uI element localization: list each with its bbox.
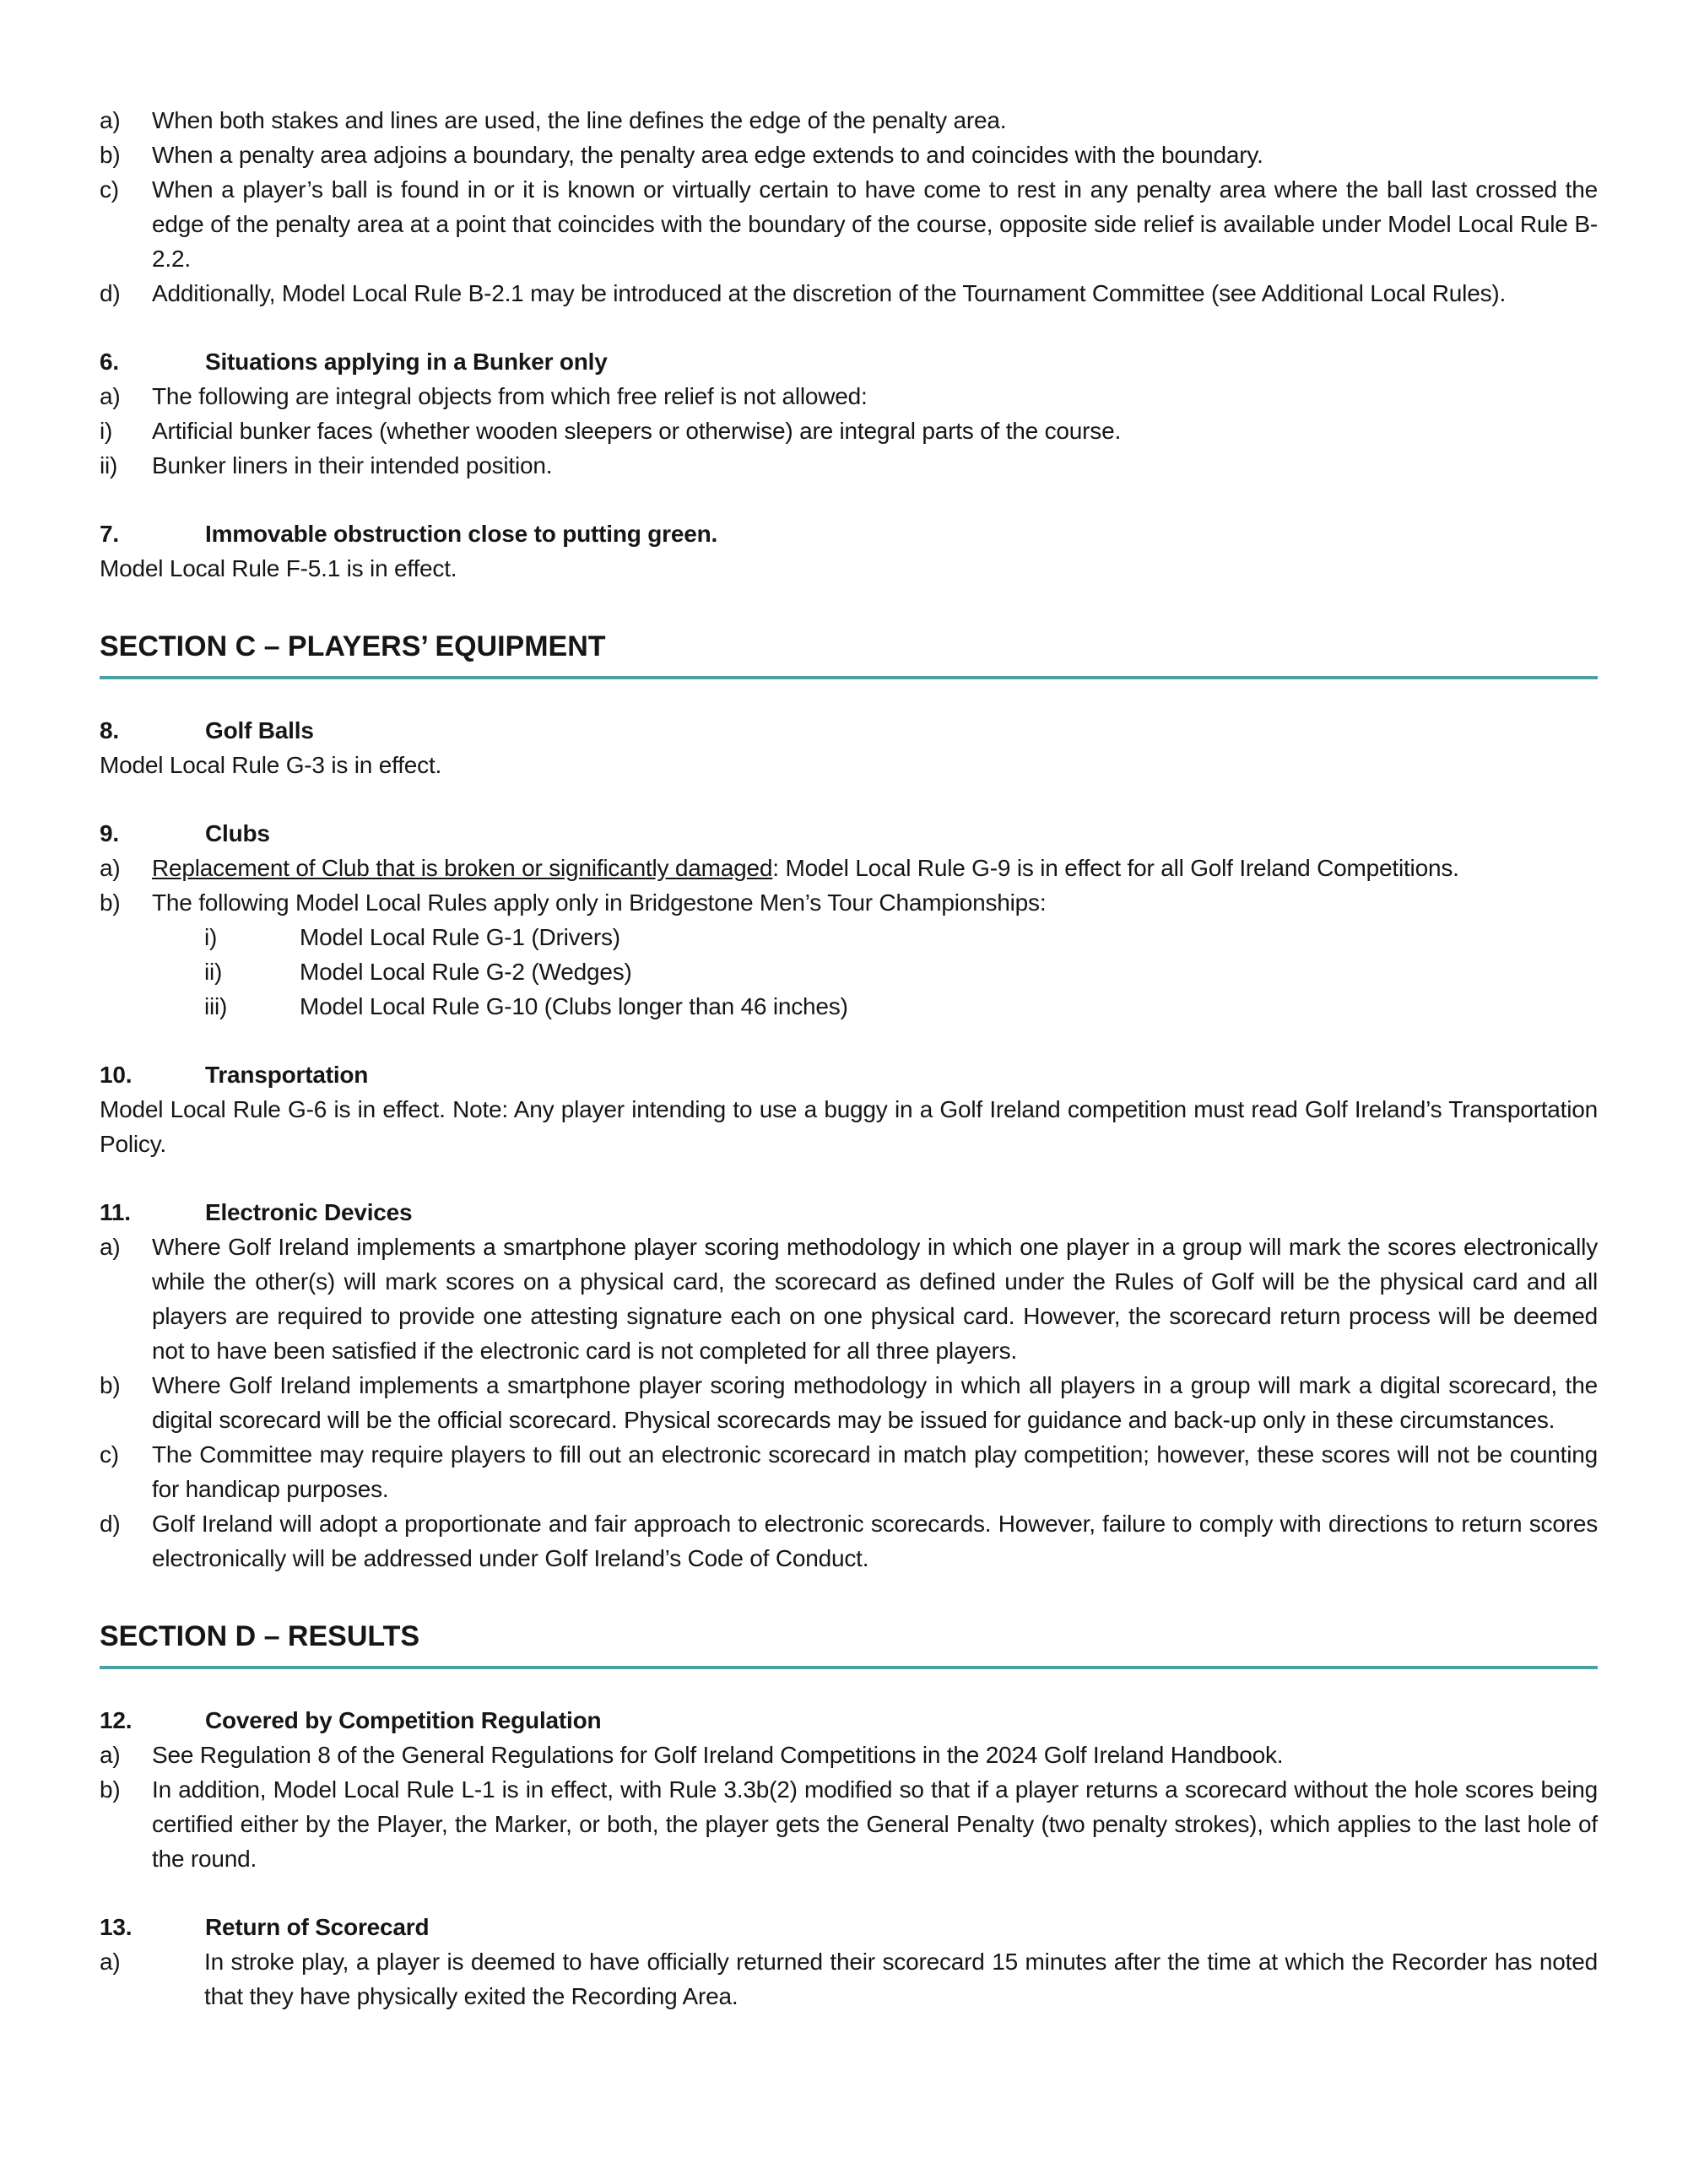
heading-number: 13. (100, 1914, 133, 1940)
list-item-text: The following are integral objects from which free relief is not allowed: (152, 383, 868, 409)
list-item-label: a) (100, 1949, 121, 1975)
heading-title: Transportation (205, 1062, 369, 1088)
list-item (100, 885, 1598, 920)
numbered-heading (100, 1195, 1598, 1230)
list-item-label: a) (100, 1742, 121, 1768)
numbered-heading (100, 1910, 1598, 1944)
list-item (100, 379, 1598, 414)
list-item-label: b) (100, 1776, 121, 1803)
heading-number: 8. (100, 717, 119, 743)
heading-number: 11. (100, 1199, 131, 1225)
heading-title: Immovable obstruction close to putting green. (205, 521, 718, 547)
list-item (100, 103, 1598, 138)
list-item-label: a) (100, 1234, 121, 1260)
paragraph: Model Local Rule F-5.1 is in effect. (100, 555, 457, 581)
list-item-text: When a penalty area adjoins a boundary, the penalty area edge extends to and coincides with the boundary. (152, 142, 1263, 168)
list-item (100, 851, 1598, 885)
numbered-heading (100, 516, 1598, 551)
list-item-label: ii) (204, 959, 223, 985)
list-item-text: Model Local Rule G-2 (Wedges) (300, 959, 632, 985)
list-item-text: Model Local Rule G-1 (Drivers) (300, 924, 620, 950)
list-item (100, 1437, 1598, 1506)
list-item-text: Where Golf Ireland implements a smartphone player scoring methodology in which one player in a group will mark the scores electronically while the other(s) will mark scores on a physical card, the scorecard as defined under the Rules of Golf will be the physical card and all players are required to provide one attesting signature each on one physical card. However, the scorecard return process will be deemed not to have been satisfied if the electronic card is not completed for all three players. (152, 1234, 1598, 1364)
list-item-label: d) (100, 280, 121, 306)
list-item-label: i) (100, 418, 113, 444)
list-item (100, 989, 1598, 1024)
list-item (100, 1230, 1598, 1368)
list-item (100, 414, 1598, 448)
list-item-text: Model Local Rule G-10 (Clubs longer than 46 inches) (300, 993, 848, 1019)
list-item (100, 1944, 1598, 2014)
list-item (100, 1738, 1598, 1772)
list-block (100, 1230, 1598, 1576)
list-block (100, 1944, 1598, 2014)
list-item-text: Golf Ireland will adopt a proportionate and fair approach to electronic scorecards. However, failure to comply with directions to return scores electronically will be addressed under Golf Ireland’s Code of Conduct. (152, 1511, 1598, 1571)
list-item (100, 1506, 1598, 1576)
list-item-label: a) (100, 107, 121, 133)
heading-number: 9. (100, 820, 119, 846)
list-item-text: See Regulation 8 of the General Regulations for Golf Ireland Competitions in the 2024 Golf Ireland Handbook. (152, 1742, 1284, 1768)
section-heading: SECTION C – PLAYERS’ EQUIPMENT (100, 628, 1598, 679)
section-heading: SECTION D – RESULTS (100, 1618, 1598, 1669)
list-item (100, 920, 1598, 954)
list-item (100, 1368, 1598, 1437)
numbered-heading (100, 1703, 1598, 1738)
list-item-text: Additionally, Model Local Rule B-2.1 may be introduced at the discretion of the Tournament Committee (see Additional Local Rules). (152, 280, 1507, 306)
list-item-text: When a player’s ball is found in or it is known or virtually certain to have come to rest in any penalty area where the ball last crossed the edge of the penalty area at a point that coincides with the boundary of the course, opposite side relief is available under Model Local Rule B-2.2. (152, 176, 1598, 272)
heading-number: 6. (100, 349, 119, 375)
list-item (100, 138, 1598, 172)
list-item-text: Replacement of Club that is broken or significantly damaged: Model Local Rule G-9 is in effect for all Golf Ireland Competitions. (152, 855, 1459, 881)
heading-title: Situations applying in a Bunker only (205, 349, 608, 375)
list-item-label: b) (100, 1372, 121, 1398)
list-item-label: ii) (100, 452, 118, 478)
heading-number: 12. (100, 1707, 133, 1733)
list-block (100, 1738, 1598, 1876)
list-item-text: The Committee may require players to fill out an electronic scorecard in match play competition; however, these scores will not be counting for handicap purposes. (152, 1441, 1598, 1502)
heading-number: 10. (100, 1062, 133, 1088)
heading-title: Covered by Competition Regulation (205, 1707, 602, 1733)
list-item-text: Bunker liners in their intended position. (152, 452, 553, 478)
list-item (100, 172, 1598, 276)
list-item-label: a) (100, 855, 121, 881)
list-item-label: b) (100, 889, 121, 916)
list-item-text: Where Golf Ireland implements a smartphone player scoring methodology in which all players in a group will mark a digital scorecard, the digital scorecard will be the official scorecard. Physical scorecards may be issued for guidance and back-up only in these circumstances. (152, 1372, 1598, 1433)
underlined-text: Replacement of Club that is broken or significantly damaged (152, 855, 773, 881)
list-item (100, 954, 1598, 989)
list-item-text: Artificial bunker faces (whether wooden sleepers or otherwise) are integral parts of the course. (152, 418, 1122, 444)
paragraph: Model Local Rule G-6 is in effect. Note: Any player intending to use a buggy in a Golf Ireland competition must read Golf Ireland’s Transportation Policy. (100, 1096, 1598, 1157)
list-item-label: c) (100, 176, 119, 203)
list-item (100, 1772, 1598, 1876)
list-item-label: c) (100, 1441, 119, 1468)
list-block (100, 851, 1598, 920)
list-block (100, 379, 1598, 483)
paragraph: Model Local Rule G-3 is in effect. (100, 752, 442, 778)
list-item-text: The following Model Local Rules apply only in Bridgestone Men’s Tour Championships: (152, 889, 1047, 916)
list-item (100, 276, 1598, 311)
numbered-heading (100, 344, 1598, 379)
list-block (100, 103, 1598, 311)
document-content (100, 103, 1598, 2014)
numbered-heading (100, 1057, 1598, 1092)
list-item-label: a) (100, 383, 121, 409)
numbered-heading (100, 816, 1598, 851)
list-item-label: iii) (204, 993, 228, 1019)
numbered-heading (100, 713, 1598, 748)
list-item-text: In stroke play, a player is deemed to have officially returned their scorecard 15 minutes after the time at which the Recorder has noted that they have physically exited the Recording Area. (204, 1949, 1598, 2009)
list-item-label: i) (204, 924, 218, 950)
list-item-text: When both stakes and lines are used, the line defines the edge of the penalty area. (152, 107, 1007, 133)
heading-title: Return of Scorecard (205, 1914, 430, 1940)
heading-title: Clubs (205, 820, 270, 846)
list-item-label: d) (100, 1511, 121, 1537)
list-item-text: In addition, Model Local Rule L-1 is in effect, with Rule 3.3b(2) modified so that if a player returns a scorecard without the hole scores being certified either by the Player, the Marker, or both, the player gets the General Penalty (two penalty strokes), which applies to the last hole of the round. (152, 1776, 1598, 1872)
heading-number: 7. (100, 521, 119, 547)
list-item-label: b) (100, 142, 121, 168)
list-block (100, 920, 1598, 1024)
heading-title: Golf Balls (205, 717, 314, 743)
list-item (100, 448, 1598, 483)
heading-title: Electronic Devices (205, 1199, 413, 1225)
